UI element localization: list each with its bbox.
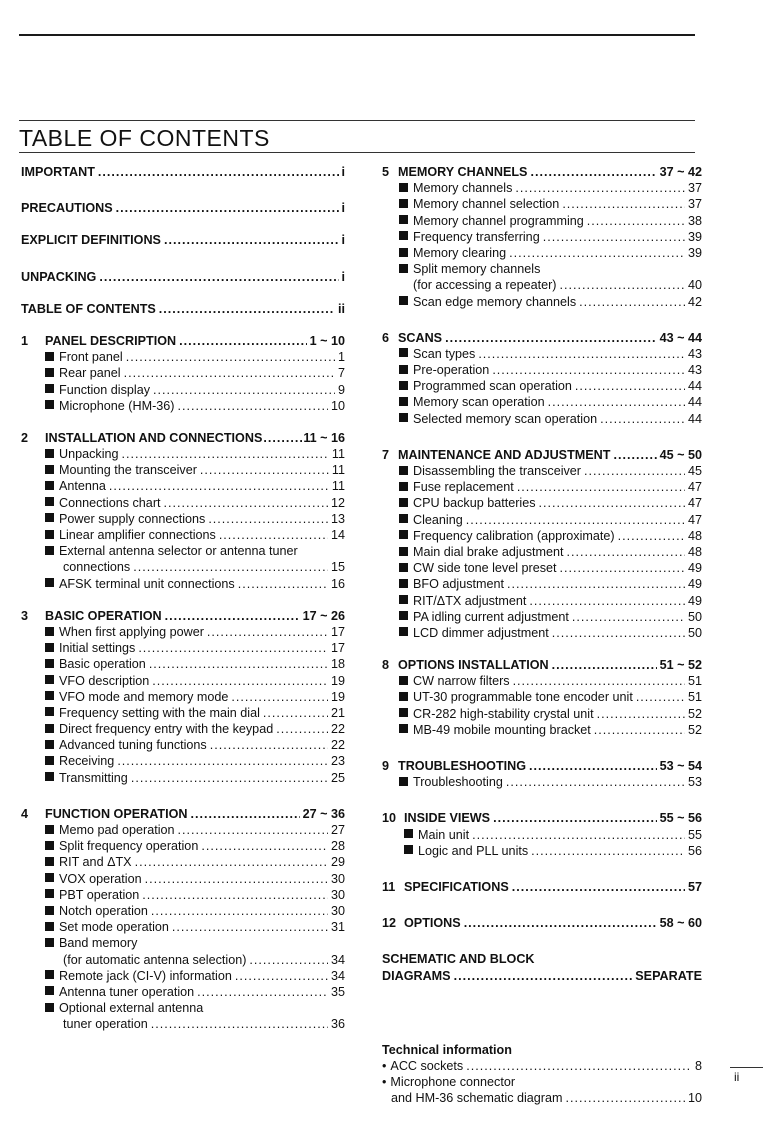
square-bullet-icon bbox=[45, 691, 54, 700]
toc-section-10[interactable]: 10 INSIDE VIEWS ..... 55 ~ 56 bbox=[382, 810, 702, 826]
toc-item[interactable]: VFO description ..... 19 bbox=[21, 673, 345, 689]
square-bullet-icon bbox=[399, 215, 408, 224]
square-bullet-icon bbox=[399, 482, 408, 491]
toc-item[interactable]: Main dial brake adjustment ..... 48 bbox=[382, 544, 702, 560]
square-bullet-icon bbox=[404, 845, 413, 854]
square-bullet-icon bbox=[399, 547, 408, 556]
toc-entry-schematic[interactable]: SCHEMATIC AND BLOCK bbox=[382, 952, 535, 967]
square-bullet-icon bbox=[399, 676, 408, 685]
toc-section-5[interactable]: 5 MEMORY CHANNELS ..... 37 ~ 42 bbox=[382, 164, 702, 180]
toc-entry-precautions[interactable]: PRECAUTIONS ..... i bbox=[21, 200, 345, 216]
toc-item[interactable]: Frequency calibration (approximate) ..... 48 bbox=[382, 528, 702, 544]
square-bullet-icon bbox=[399, 627, 408, 636]
toc-item[interactable]: Frequency setting with the main dial ..... 21 bbox=[21, 705, 345, 721]
square-bullet-icon bbox=[399, 777, 408, 786]
toc-item[interactable]: Cleaning ..... 47 bbox=[382, 512, 702, 528]
toc-item[interactable]: Frequency transferring ..... 39 bbox=[382, 229, 702, 245]
page-number-rule bbox=[730, 1067, 763, 1068]
round-bullet-icon: • bbox=[382, 1058, 387, 1073]
square-bullet-icon bbox=[399, 231, 408, 240]
square-bullet-icon bbox=[399, 498, 408, 507]
square-bullet-icon bbox=[45, 906, 54, 915]
square-bullet-icon bbox=[45, 449, 54, 458]
toc-item[interactable]: Selected memory scan operation ..... 44 bbox=[382, 411, 702, 427]
toc-section-1[interactable]: 1 PANEL DESCRIPTION ..... 1 ~ 10 bbox=[21, 333, 345, 349]
toc-section-6[interactable]: 6 SCANS ..... 43 ~ 44 bbox=[382, 330, 702, 346]
square-bullet-icon bbox=[399, 413, 408, 422]
toc-item[interactable]: PBT operation ..... 30 bbox=[21, 887, 345, 903]
square-bullet-icon bbox=[45, 659, 54, 668]
toc-section-4[interactable]: 4 FUNCTION OPERATION ..... 27 ~ 36 bbox=[21, 806, 345, 822]
square-bullet-icon bbox=[45, 1003, 54, 1012]
toc-item[interactable]: Unpacking ..... 11 bbox=[21, 446, 345, 462]
square-bullet-icon bbox=[45, 986, 54, 995]
square-bullet-icon bbox=[45, 922, 54, 931]
toc-item[interactable]: Linear amplifier connections ..... 14 bbox=[21, 527, 345, 543]
square-bullet-icon bbox=[45, 825, 54, 834]
toc-item[interactable]: External antenna selector or antenna tuner bbox=[21, 543, 345, 559]
square-bullet-icon bbox=[399, 199, 408, 208]
toc-item[interactable]: CW narrow filters ..... 51 bbox=[382, 673, 702, 689]
title-rule-top bbox=[19, 120, 695, 121]
toc-item[interactable]: Set mode operation ..... 31 bbox=[21, 919, 345, 935]
toc-item[interactable]: Memory channel programming ..... 38 bbox=[382, 213, 702, 229]
square-bullet-icon bbox=[399, 708, 408, 717]
square-bullet-icon bbox=[45, 740, 54, 749]
square-bullet-icon bbox=[399, 595, 408, 604]
toc-item[interactable]: Split memory channels bbox=[382, 261, 702, 277]
toc-item[interactable]: Transmitting ..... 25 bbox=[21, 770, 345, 786]
square-bullet-icon bbox=[399, 381, 408, 390]
toc-item[interactable]: UT-30 programmable tone encoder unit ..... 51 bbox=[382, 689, 702, 705]
square-bullet-icon bbox=[399, 611, 408, 620]
toc-item[interactable]: Power supply connections ..... 13 bbox=[21, 511, 345, 527]
toc-item[interactable]: Direct frequency entry with the keypad ..... 22 bbox=[21, 721, 345, 737]
square-bullet-icon bbox=[45, 384, 54, 393]
title-rule-bottom bbox=[19, 152, 695, 153]
square-bullet-icon bbox=[45, 368, 54, 377]
toc-item[interactable]: When first applying power ..... 17 bbox=[21, 624, 345, 640]
toc-item-continued[interactable]: connections ..... 15 bbox=[21, 559, 345, 575]
toc-item[interactable]: Rear panel ..... 7 bbox=[21, 365, 345, 381]
technical-information-heading: Technical information bbox=[382, 1042, 512, 1057]
toc-item[interactable]: Main unit ..... 55 bbox=[382, 827, 702, 843]
toc-item[interactable]: Split frequency operation ..... 28 bbox=[21, 838, 345, 854]
square-bullet-icon bbox=[45, 465, 54, 474]
toc-item[interactable]: Memo pad operation ..... 27 bbox=[21, 822, 345, 838]
toc-item[interactable]: RIT and ΔTX ..... 29 bbox=[21, 854, 345, 870]
toc-item-continued[interactable]: (for accessing a repeater) ..... 40 bbox=[382, 277, 702, 293]
square-bullet-icon bbox=[399, 264, 408, 273]
square-bullet-icon bbox=[45, 841, 54, 850]
square-bullet-icon bbox=[45, 772, 54, 781]
toc-tech-item-acc[interactable]: • ACC sockets ..... 8 bbox=[382, 1058, 702, 1074]
toc-item-continued[interactable]: (for automatic antenna selection) ..... 34 bbox=[21, 952, 345, 968]
toc-item[interactable]: BFO adjustment ..... 49 bbox=[382, 576, 702, 592]
square-bullet-icon bbox=[399, 514, 408, 523]
toc-section-12[interactable]: 12 OPTIONS ..... 58 ~ 60 bbox=[382, 915, 702, 931]
square-bullet-icon bbox=[45, 675, 54, 684]
toc-section-2[interactable]: 2 INSTALLATION AND CONNECTIONS ..... 11 ~ 16 bbox=[21, 430, 345, 446]
toc-entry-unpacking[interactable]: UNPACKING ..... i bbox=[21, 269, 345, 285]
square-bullet-icon bbox=[45, 938, 54, 947]
square-bullet-icon bbox=[399, 365, 408, 374]
toc-item[interactable]: Memory channels ..... 37 bbox=[382, 180, 702, 196]
toc-item[interactable]: Notch operation ..... 30 bbox=[21, 903, 345, 919]
square-bullet-icon bbox=[45, 400, 54, 409]
square-bullet-icon bbox=[399, 296, 408, 305]
page-number: ii bbox=[734, 1070, 740, 1084]
toc-item[interactable]: RIT/ΔTX adjustment ..... 49 bbox=[382, 593, 702, 609]
toc-section-7[interactable]: 7 MAINTENANCE AND ADJUSTMENT ..... 45 ~ 50 bbox=[382, 447, 702, 463]
top-rule bbox=[19, 34, 695, 36]
square-bullet-icon bbox=[404, 829, 413, 838]
square-bullet-icon bbox=[45, 889, 54, 898]
square-bullet-icon bbox=[45, 513, 54, 522]
toc-item[interactable]: PA idling current adjustment ..... 50 bbox=[382, 609, 702, 625]
square-bullet-icon bbox=[399, 183, 408, 192]
toc-item[interactable]: Band memory bbox=[21, 935, 345, 951]
square-bullet-icon bbox=[399, 563, 408, 572]
toc-item[interactable]: VOX operation ..... 30 bbox=[21, 871, 345, 887]
toc-item[interactable]: Optional external antenna bbox=[21, 1000, 345, 1016]
square-bullet-icon bbox=[45, 707, 54, 716]
toc-tech-item-continued[interactable]: and HM-36 schematic diagram ..... 10 bbox=[382, 1090, 702, 1106]
toc-item[interactable]: Basic operation ..... 18 bbox=[21, 656, 345, 672]
toc-item[interactable]: Scan edge memory channels ..... 42 bbox=[382, 294, 702, 310]
square-bullet-icon bbox=[45, 873, 54, 882]
toc-item[interactable]: Troubleshooting ..... 53 bbox=[382, 774, 702, 790]
square-bullet-icon bbox=[45, 643, 54, 652]
toc-item[interactable]: CR-282 high-stability crystal unit ..... 52 bbox=[382, 706, 702, 722]
toc-section-9[interactable]: 9 TROUBLESHOOTING ..... 53 ~ 54 bbox=[382, 758, 702, 774]
square-bullet-icon bbox=[399, 397, 408, 406]
toc-item[interactable]: Memory scan operation ..... 44 bbox=[382, 394, 702, 410]
toc-item[interactable]: VFO mode and memory mode ..... 19 bbox=[21, 689, 345, 705]
square-bullet-icon bbox=[45, 627, 54, 636]
toc-item[interactable]: Advanced tuning functions ..... 22 bbox=[21, 737, 345, 753]
toc-item-continued[interactable]: tuner operation ..... 36 bbox=[21, 1016, 345, 1032]
toc-item[interactable]: Programmed scan operation ..... 44 bbox=[382, 378, 702, 394]
toc-item[interactable]: Microphone (HM-36) ..... 10 bbox=[21, 398, 345, 414]
toc-item[interactable]: LCD dimmer adjustment ..... 50 bbox=[382, 625, 702, 641]
toc-item[interactable]: Antenna ..... 11 bbox=[21, 478, 345, 494]
square-bullet-icon bbox=[399, 248, 408, 257]
toc-entry-schematic-diagrams[interactable]: DIAGRAMS ..... SEPARATE bbox=[382, 968, 702, 984]
square-bullet-icon bbox=[45, 546, 54, 555]
toc-item[interactable]: CW side tone level preset ..... 49 bbox=[382, 560, 702, 576]
toc-item[interactable]: Pre-operation ..... 43 bbox=[382, 362, 702, 378]
toc-entry-important[interactable]: IMPORTANT ..... i bbox=[21, 164, 345, 180]
toc-section-3[interactable]: 3 BASIC OPERATION ..... 17 ~ 26 bbox=[21, 608, 345, 624]
toc-section-11[interactable]: 11 SPECIFICATIONS ..... 57 bbox=[382, 879, 702, 895]
toc-item[interactable]: Front panel ..... 1 bbox=[21, 349, 345, 365]
round-bullet-icon: • bbox=[382, 1075, 387, 1090]
square-bullet-icon bbox=[45, 481, 54, 490]
toc-item[interactable]: Disassembling the transceiver ..... 45 bbox=[382, 463, 702, 479]
toc-item[interactable]: Connections chart ..... 12 bbox=[21, 495, 345, 511]
page-title: TABLE OF CONTENTS bbox=[19, 125, 270, 151]
toc-item[interactable]: Fuse replacement ..... 47 bbox=[382, 479, 702, 495]
toc-right-column bbox=[382, 164, 702, 1106]
square-bullet-icon bbox=[45, 756, 54, 765]
square-bullet-icon bbox=[399, 466, 408, 475]
toc-entry-explicit-definitions[interactable]: EXPLICIT DEFINITIONS ..... i bbox=[21, 232, 345, 248]
toc-item[interactable]: Logic and PLL units ..... 56 bbox=[382, 843, 702, 859]
square-bullet-icon bbox=[399, 579, 408, 588]
toc-item[interactable]: Scan types ..... 43 bbox=[382, 346, 702, 362]
square-bullet-icon bbox=[399, 692, 408, 701]
toc-item[interactable]: Initial settings ..... 17 bbox=[21, 640, 345, 656]
toc-entry-table-of-contents[interactable]: TABLE OF CONTENTS ..... ii bbox=[21, 301, 345, 317]
square-bullet-icon bbox=[399, 724, 408, 733]
square-bullet-icon bbox=[45, 970, 54, 979]
square-bullet-icon bbox=[45, 857, 54, 866]
toc-item[interactable]: Mounting the transceiver ..... 11 bbox=[21, 462, 345, 478]
toc-left-column bbox=[21, 164, 345, 1032]
toc-item[interactable]: Receiving ..... 23 bbox=[21, 753, 345, 769]
square-bullet-icon bbox=[45, 530, 54, 539]
toc-item[interactable]: Memory clearing ..... 39 bbox=[382, 245, 702, 261]
square-bullet-icon bbox=[399, 348, 408, 357]
toc-section-8[interactable]: 8 OPTIONS INSTALLATION ..... 51 ~ 52 bbox=[382, 657, 702, 673]
square-bullet-icon bbox=[45, 497, 54, 506]
toc-item[interactable]: CPU backup batteries ..... 47 bbox=[382, 495, 702, 511]
square-bullet-icon bbox=[45, 352, 54, 361]
square-bullet-icon bbox=[45, 724, 54, 733]
toc-item[interactable]: AFSK terminal unit connections ..... 16 bbox=[21, 576, 345, 592]
toc-item[interactable]: MB-49 mobile mounting bracket ..... 52 bbox=[382, 722, 702, 738]
toc-tech-item-microphone[interactable]: • Microphone connector bbox=[382, 1075, 516, 1090]
toc-item[interactable]: Function display ..... 9 bbox=[21, 382, 345, 398]
toc-item[interactable]: Antenna tuner operation ..... 35 bbox=[21, 984, 345, 1000]
toc-item[interactable]: Memory channel selection ..... 37 bbox=[382, 196, 702, 212]
toc-item[interactable]: Remote jack (CI-V) information ..... 34 bbox=[21, 968, 345, 984]
square-bullet-icon bbox=[399, 530, 408, 539]
square-bullet-icon bbox=[45, 578, 54, 587]
